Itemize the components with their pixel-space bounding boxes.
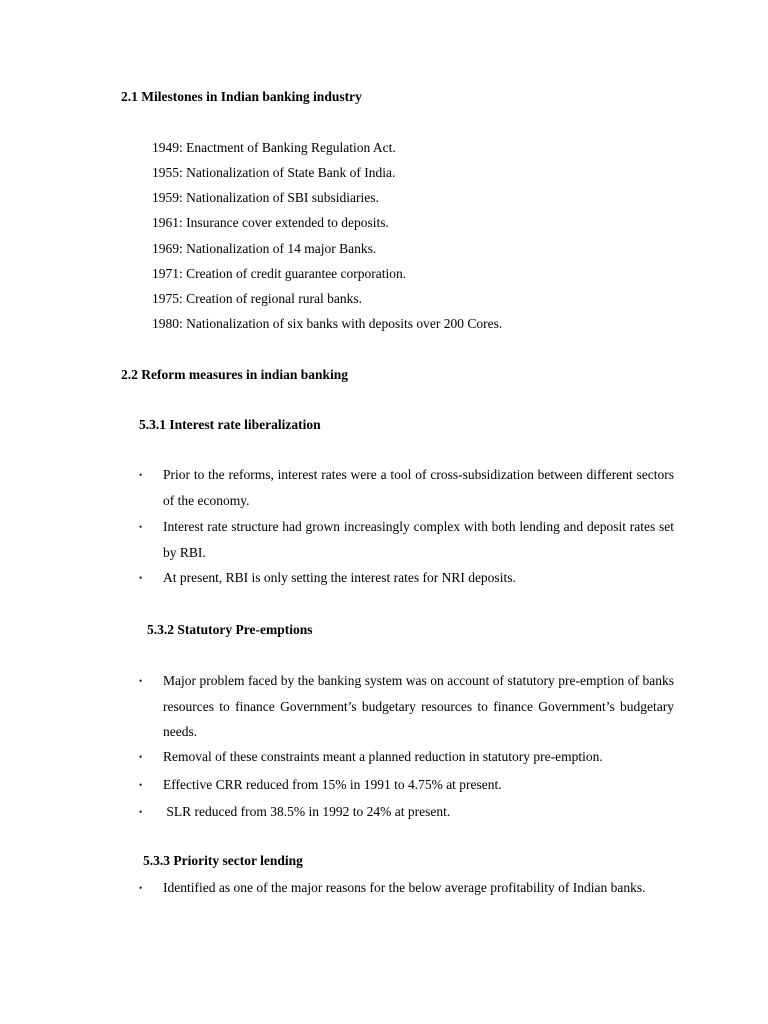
bullet-text: At present, RBI is only setting the interest rates for NRI deposits. xyxy=(163,570,516,585)
bullet-text: Effective CRR reduced from 15% in 1991 to 4.75% at present. xyxy=(163,777,502,792)
bullet-icon: • xyxy=(139,883,143,893)
bullet-text: Prior to the reforms, interest rates were a tool of cross-subsidization between different sectors of the economy. xyxy=(163,467,674,508)
bullet-icon: • xyxy=(139,807,143,817)
bullet-icon: • xyxy=(139,676,143,686)
bullet-text: Interest rate structure had grown increasingly complex with both lending and deposit rates set by RBI. xyxy=(163,519,674,560)
heading-reform-measures: 2.2 Reform measures in indian banking xyxy=(121,367,349,382)
bullet-text: Major problem faced by the banking system was on account of statutory pre-emption of banks resources to finance Government’s budgetary resources to finance Government’s budgetary needs. xyxy=(163,673,674,739)
subheading-interest-rate: 5.3.1 Interest rate liberalization xyxy=(139,417,321,432)
milestone-item: 1980: Nationalization of six banks with deposits over 200 Cores. xyxy=(152,316,503,331)
bullet-text: SLR reduced from 38.5% in 1992 to 24% at present. xyxy=(163,804,451,819)
milestone-item: 1971: Creation of credit guarantee corporation. xyxy=(152,266,407,281)
subheading-statutory-preemptions: 5.3.2 Statutory Pre-emptions xyxy=(147,622,313,637)
bullet-icon: • xyxy=(139,470,143,480)
milestone-item: 1959: Nationalization of SBI subsidiaries. xyxy=(152,190,379,205)
bullet-icon: • xyxy=(139,522,143,532)
bullet-icon: • xyxy=(139,780,143,790)
milestone-item: 1961: Insurance cover extended to deposits. xyxy=(152,215,389,230)
milestone-item: 1949: Enactment of Banking Regulation Act. xyxy=(152,140,396,155)
bullet-icon: • xyxy=(139,752,143,762)
bullet-icon: • xyxy=(139,573,143,583)
milestone-item: 1975: Creation of regional rural banks. xyxy=(152,291,362,306)
milestone-item: 1955: Nationalization of State Bank of India. xyxy=(152,165,396,180)
bullet-text: Removal of these constraints meant a planned reduction in statutory pre-emption. xyxy=(163,749,603,764)
bullet-text: Identified as one of the major reasons for the below average profitability of Indian banks. xyxy=(163,880,646,895)
subheading-priority-sector: 5.3.3 Priority sector lending xyxy=(143,853,303,868)
heading-milestones: 2.1 Milestones in Indian banking industry xyxy=(121,89,362,104)
milestone-item: 1969: Nationalization of 14 major Banks. xyxy=(152,241,377,256)
